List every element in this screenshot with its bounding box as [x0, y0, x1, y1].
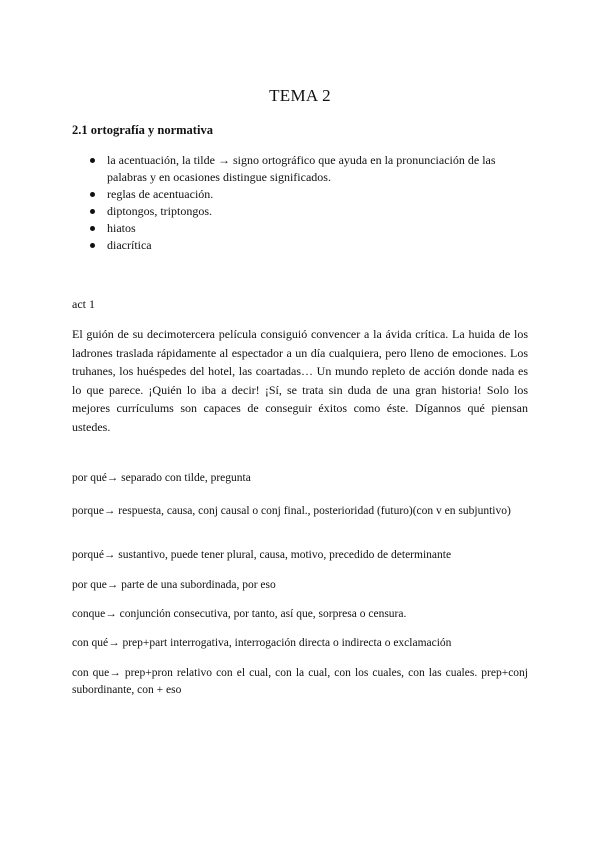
document-title: TEMA 2 [269, 86, 331, 105]
bullet-dot-icon [90, 158, 95, 163]
bullet-text: diptongos, triptongos. [107, 204, 213, 218]
bullet-item [72, 237, 532, 254]
bullet-dot-icon [90, 226, 95, 231]
definition-item: porque→ respuesta, causa, conj causal o conj final., posterioridad (futuro)(con v en subjuntivo) [72, 505, 511, 517]
bullet-list [72, 152, 532, 254]
definition-item: conque→ conjunción consecutiva, por tanto, así que, sorpresa o censura. [72, 608, 407, 620]
bullet-item [72, 220, 532, 237]
bullet-text: reglas de acentuación. [107, 187, 214, 201]
activity-label: act 1 [72, 297, 95, 311]
activity-paragraph: El guión de su decimotercera película consiguió convencer a la ávida crítica. La huida de los ladrones traslada rápidamente al espectador a un día cualquiera, pero lleno de emociones. Los truhanes, los huéspedes del hotel, las coartadas… Un mundo repleto de acción donde nada es lo que parece. ¡Quién lo iba a decir! ¡Sí, se trata sin duda de una gran historia! Solo los mejores currículums son capaces de conseguir éxitos como éste. Dígannos qué piensan ustedes. [72, 327, 528, 434]
definition-item: porqué→ sustantivo, puede tener plural, causa, motivo, precedido de determinante [72, 549, 452, 561]
bullet-dot-icon [90, 192, 95, 197]
bullet-text: hiatos [107, 221, 136, 235]
definition-item: por qué→ separado con tilde, pregunta [72, 472, 251, 484]
bullet-dot-icon [90, 243, 95, 248]
definition-item: con que→ prep+pron relativo con el cual, con la cual, con los cuales, con las cuales. prep+conj subordinante, con + eso [72, 667, 528, 696]
section-heading: 2.1 ortografía y normativa [72, 123, 213, 137]
bullet-text: la acentuación, la tilde → signo ortográfico que ayuda en la pronunciación de las palabras y en ocasiones distingue significados. [107, 153, 496, 184]
bullet-item [72, 203, 532, 220]
bullet-item [72, 186, 532, 203]
bullet-text: diacrítica [107, 238, 152, 252]
bullet-item [72, 152, 532, 186]
definition-item: con qué→ prep+part interrogativa, interrogación directa o indirecta o exclamación [72, 637, 452, 649]
definition-item: por que→ parte de una subordinada, por eso [72, 579, 276, 591]
bullet-dot-icon [90, 209, 95, 214]
